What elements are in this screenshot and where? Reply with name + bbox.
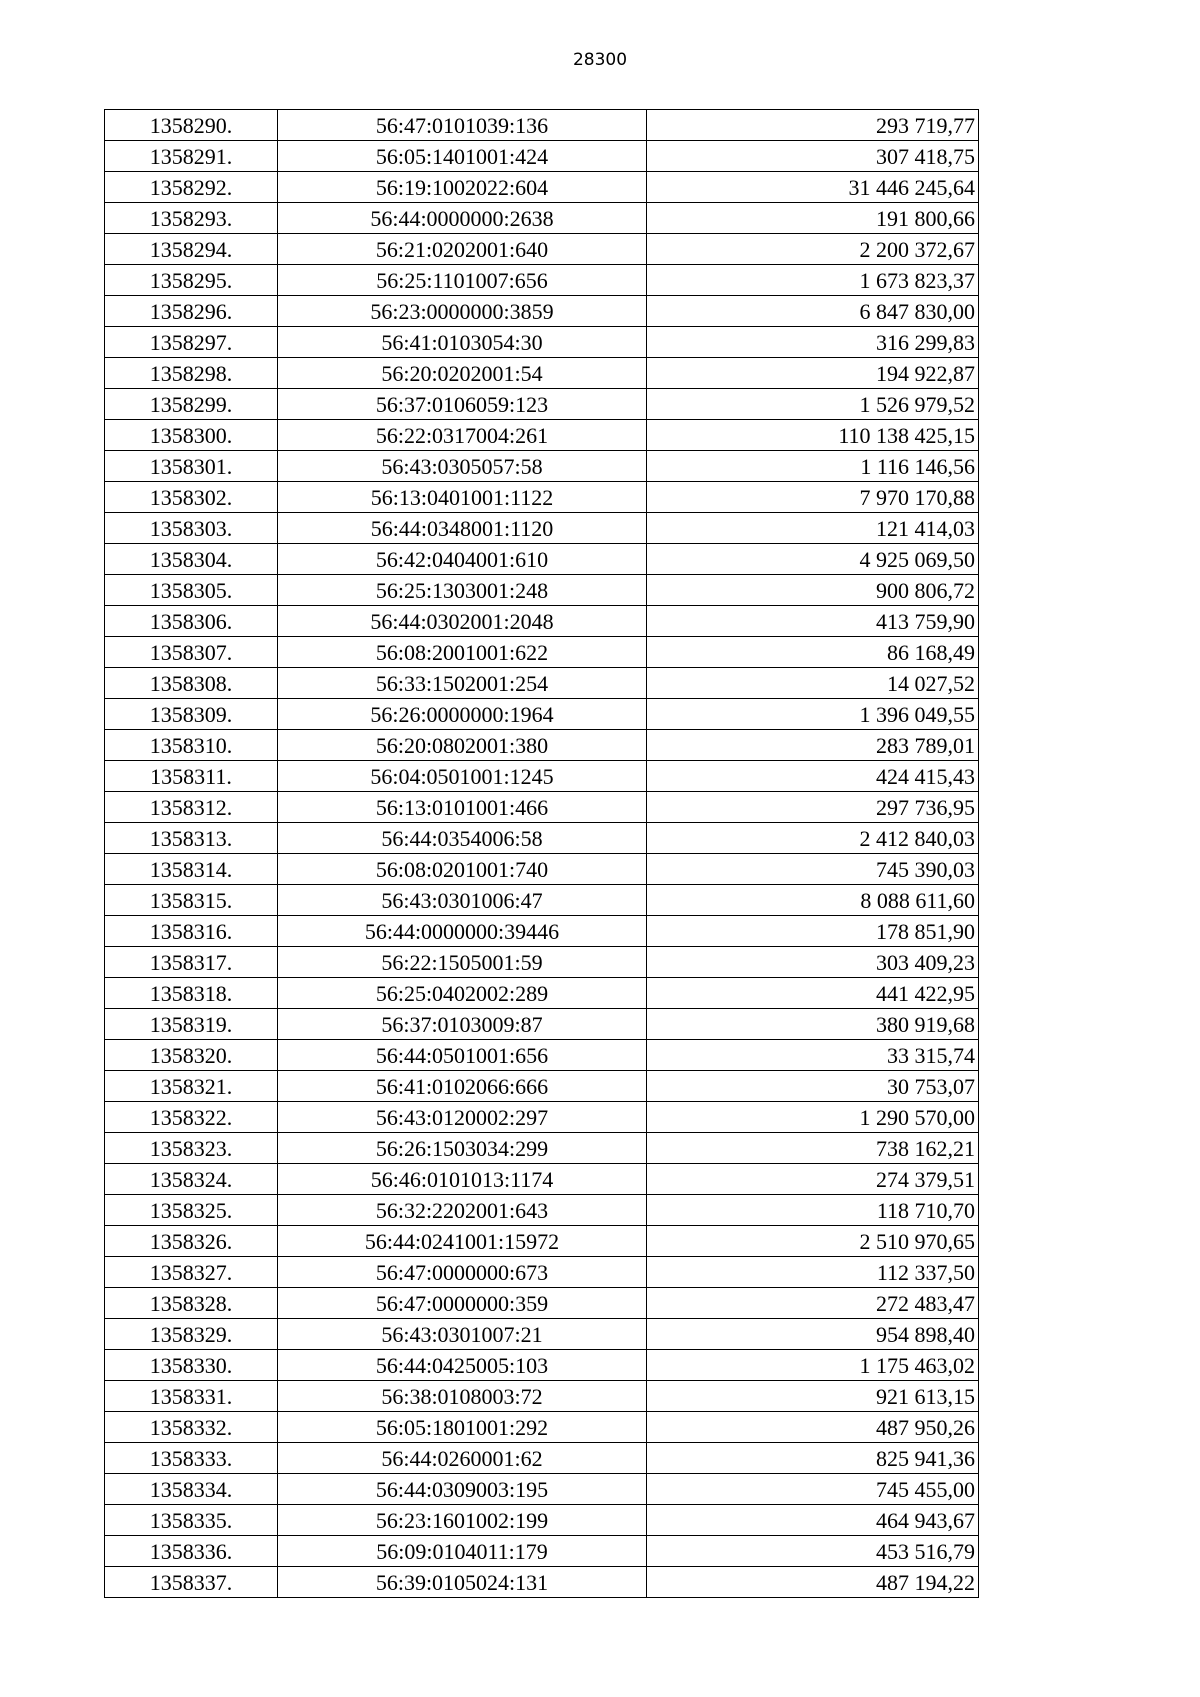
value-cell: 31 446 245,64 (647, 172, 979, 203)
row-number-cell: 1358299. (105, 389, 278, 420)
table-row (105, 1040, 979, 1071)
value-cell: 825 941,36 (647, 1443, 979, 1474)
value-cell: 112 337,50 (647, 1257, 979, 1288)
value-cell: 297 736,95 (647, 792, 979, 823)
table-row (105, 172, 979, 203)
value-cell: 178 851,90 (647, 916, 979, 947)
cadastral-number-cell: 56:41:0103054:30 (278, 327, 647, 358)
cadastral-number-cell: 56:42:0404001:610 (278, 544, 647, 575)
value-cell: 121 414,03 (647, 513, 979, 544)
row-number-cell: 1358317. (105, 947, 278, 978)
row-number-cell: 1358315. (105, 885, 278, 916)
cadastral-number-cell: 56:32:2202001:643 (278, 1195, 647, 1226)
row-number-cell: 1358330. (105, 1350, 278, 1381)
cadastral-number-cell: 56:44:0354006:58 (278, 823, 647, 854)
cadastral-number-cell: 56:44:0425005:103 (278, 1350, 647, 1381)
table-row (105, 606, 979, 637)
registry-table-body (105, 110, 979, 1598)
cadastral-number-cell: 56:05:1801001:292 (278, 1412, 647, 1443)
row-number-cell: 1358336. (105, 1536, 278, 1567)
row-number-cell: 1358304. (105, 544, 278, 575)
table-row (105, 854, 979, 885)
cadastral-number-cell: 56:44:0260001:62 (278, 1443, 647, 1474)
table-row (105, 451, 979, 482)
row-number-cell: 1358326. (105, 1226, 278, 1257)
row-number-cell: 1358320. (105, 1040, 278, 1071)
cadastral-number-cell: 56:20:0202001:54 (278, 358, 647, 389)
row-number-cell: 1358328. (105, 1288, 278, 1319)
value-cell: 14 027,52 (647, 668, 979, 699)
table-row (105, 668, 979, 699)
value-cell: 191 800,66 (647, 203, 979, 234)
value-cell: 900 806,72 (647, 575, 979, 606)
page-number: 28300 (572, 50, 628, 70)
row-number-cell: 1358314. (105, 854, 278, 885)
table-row (105, 761, 979, 792)
row-number-cell: 1358327. (105, 1257, 278, 1288)
value-cell: 7 970 170,88 (647, 482, 979, 513)
row-number-cell: 1358303. (105, 513, 278, 544)
value-cell: 274 379,51 (647, 1164, 979, 1195)
row-number-cell: 1358318. (105, 978, 278, 1009)
cadastral-number-cell: 56:22:0317004:261 (278, 420, 647, 451)
value-cell: 745 455,00 (647, 1474, 979, 1505)
value-cell: 2 412 840,03 (647, 823, 979, 854)
value-cell: 118 710,70 (647, 1195, 979, 1226)
table-row (105, 141, 979, 172)
row-number-cell: 1358292. (105, 172, 278, 203)
table-row (105, 947, 979, 978)
cadastral-number-cell: 56:44:0000000:39446 (278, 916, 647, 947)
table-row (105, 420, 979, 451)
value-cell: 8 088 611,60 (647, 885, 979, 916)
table-row (105, 1195, 979, 1226)
table-row (105, 792, 979, 823)
cadastral-number-cell: 56:23:1601002:199 (278, 1505, 647, 1536)
table-row (105, 1536, 979, 1567)
cadastral-number-cell: 56:05:1401001:424 (278, 141, 647, 172)
cadastral-number-cell: 56:44:0241001:15972 (278, 1226, 647, 1257)
cadastral-number-cell: 56:08:0201001:740 (278, 854, 647, 885)
row-number-cell: 1358312. (105, 792, 278, 823)
cadastral-number-cell: 56:33:1502001:254 (278, 668, 647, 699)
value-cell: 1 116 146,56 (647, 451, 979, 482)
cadastral-number-cell: 56:44:0348001:1120 (278, 513, 647, 544)
value-cell: 424 415,43 (647, 761, 979, 792)
cadastral-number-cell: 56:46:0101013:1174 (278, 1164, 647, 1195)
cadastral-number-cell: 56:39:0105024:131 (278, 1567, 647, 1598)
cadastral-number-cell: 56:37:0103009:87 (278, 1009, 647, 1040)
cadastral-number-cell: 56:43:0301007:21 (278, 1319, 647, 1350)
table-row (105, 1102, 979, 1133)
row-number-cell: 1358295. (105, 265, 278, 296)
table-row (105, 1381, 979, 1412)
table-row (105, 327, 979, 358)
table-row (105, 544, 979, 575)
row-number-cell: 1358297. (105, 327, 278, 358)
table-row (105, 730, 979, 761)
value-cell: 2 510 970,65 (647, 1226, 979, 1257)
row-number-cell: 1358308. (105, 668, 278, 699)
cadastral-number-cell: 56:47:0000000:359 (278, 1288, 647, 1319)
value-cell: 307 418,75 (647, 141, 979, 172)
value-cell: 745 390,03 (647, 854, 979, 885)
table-row (105, 1443, 979, 1474)
cadastral-number-cell: 56:08:2001001:622 (278, 637, 647, 668)
table-row (105, 1505, 979, 1536)
value-cell: 1 526 979,52 (647, 389, 979, 420)
cadastral-number-cell: 56:44:0501001:656 (278, 1040, 647, 1071)
value-cell: 2 200 372,67 (647, 234, 979, 265)
row-number-cell: 1358307. (105, 637, 278, 668)
table-row (105, 699, 979, 730)
table-row (105, 1257, 979, 1288)
cadastral-number-cell: 56:26:0000000:1964 (278, 699, 647, 730)
cadastral-number-cell: 56:23:0000000:3859 (278, 296, 647, 327)
value-cell: 464 943,67 (647, 1505, 979, 1536)
value-cell: 194 922,87 (647, 358, 979, 389)
row-number-cell: 1358300. (105, 420, 278, 451)
cadastral-number-cell: 56:44:0302001:2048 (278, 606, 647, 637)
table-row (105, 1474, 979, 1505)
cadastral-number-cell: 56:25:0402002:289 (278, 978, 647, 1009)
row-number-cell: 1358313. (105, 823, 278, 854)
table-row (105, 203, 979, 234)
table-row (105, 1567, 979, 1598)
value-cell: 110 138 425,15 (647, 420, 979, 451)
row-number-cell: 1358324. (105, 1164, 278, 1195)
row-number-cell: 1358305. (105, 575, 278, 606)
row-number-cell: 1358337. (105, 1567, 278, 1598)
row-number-cell: 1358325. (105, 1195, 278, 1226)
table-row (105, 916, 979, 947)
value-cell: 380 919,68 (647, 1009, 979, 1040)
value-cell: 487 194,22 (647, 1567, 979, 1598)
row-number-cell: 1358290. (105, 110, 278, 141)
cadastral-number-cell: 56:20:0802001:380 (278, 730, 647, 761)
table-row (105, 389, 979, 420)
value-cell: 954 898,40 (647, 1319, 979, 1350)
cadastral-number-cell: 56:41:0102066:666 (278, 1071, 647, 1102)
cadastral-number-cell: 56:04:0501001:1245 (278, 761, 647, 792)
row-number-cell: 1358321. (105, 1071, 278, 1102)
table-row (105, 637, 979, 668)
cadastral-number-cell: 56:09:0104011:179 (278, 1536, 647, 1567)
value-cell: 1 396 049,55 (647, 699, 979, 730)
row-number-cell: 1358334. (105, 1474, 278, 1505)
row-number-cell: 1358316. (105, 916, 278, 947)
row-number-cell: 1358332. (105, 1412, 278, 1443)
table-row (105, 1319, 979, 1350)
row-number-cell: 1358329. (105, 1319, 278, 1350)
row-number-cell: 1358296. (105, 296, 278, 327)
table-row (105, 978, 979, 1009)
registry-table (104, 109, 979, 1598)
row-number-cell: 1358333. (105, 1443, 278, 1474)
value-cell: 921 613,15 (647, 1381, 979, 1412)
cadastral-number-cell: 56:19:1002022:604 (278, 172, 647, 203)
value-cell: 1 175 463,02 (647, 1350, 979, 1381)
table-row (105, 1350, 979, 1381)
row-number-cell: 1358302. (105, 482, 278, 513)
table-row (105, 885, 979, 916)
row-number-cell: 1358335. (105, 1505, 278, 1536)
table-row (105, 513, 979, 544)
cadastral-number-cell: 56:25:1101007:656 (278, 265, 647, 296)
row-number-cell: 1358309. (105, 699, 278, 730)
value-cell: 30 753,07 (647, 1071, 979, 1102)
row-number-cell: 1358294. (105, 234, 278, 265)
row-number-cell: 1358323. (105, 1133, 278, 1164)
value-cell: 1 673 823,37 (647, 265, 979, 296)
cadastral-number-cell: 56:21:0202001:640 (278, 234, 647, 265)
row-number-cell: 1358319. (105, 1009, 278, 1040)
value-cell: 272 483,47 (647, 1288, 979, 1319)
cadastral-number-cell: 56:13:0401001:1122 (278, 482, 647, 513)
cadastral-number-cell: 56:22:1505001:59 (278, 947, 647, 978)
cadastral-number-cell: 56:37:0106059:123 (278, 389, 647, 420)
cadastral-number-cell: 56:47:0101039:136 (278, 110, 647, 141)
row-number-cell: 1358331. (105, 1381, 278, 1412)
table-row (105, 482, 979, 513)
table-row (105, 1164, 979, 1195)
table-row (105, 296, 979, 327)
table-row (105, 358, 979, 389)
table-row (105, 1071, 979, 1102)
table-row (105, 234, 979, 265)
value-cell: 1 290 570,00 (647, 1102, 979, 1133)
row-number-cell: 1358311. (105, 761, 278, 792)
cadastral-number-cell: 56:26:1503034:299 (278, 1133, 647, 1164)
value-cell: 738 162,21 (647, 1133, 979, 1164)
row-number-cell: 1358306. (105, 606, 278, 637)
row-number-cell: 1358310. (105, 730, 278, 761)
value-cell: 487 950,26 (647, 1412, 979, 1443)
table-row (105, 1133, 979, 1164)
row-number-cell: 1358322. (105, 1102, 278, 1133)
value-cell: 33 315,74 (647, 1040, 979, 1071)
cadastral-number-cell: 56:38:0108003:72 (278, 1381, 647, 1412)
value-cell: 303 409,23 (647, 947, 979, 978)
cadastral-number-cell: 56:47:0000000:673 (278, 1257, 647, 1288)
value-cell: 6 847 830,00 (647, 296, 979, 327)
cadastral-number-cell: 56:25:1303001:248 (278, 575, 647, 606)
cadastral-number-cell: 56:44:0000000:2638 (278, 203, 647, 234)
cadastral-number-cell: 56:43:0305057:58 (278, 451, 647, 482)
table-row (105, 575, 979, 606)
table-row (105, 1009, 979, 1040)
table-row (105, 1412, 979, 1443)
value-cell: 316 299,83 (647, 327, 979, 358)
value-cell: 86 168,49 (647, 637, 979, 668)
value-cell: 453 516,79 (647, 1536, 979, 1567)
value-cell: 4 925 069,50 (647, 544, 979, 575)
cadastral-number-cell: 56:43:0120002:297 (278, 1102, 647, 1133)
table-row (105, 110, 979, 141)
row-number-cell: 1358298. (105, 358, 278, 389)
table-row (105, 1226, 979, 1257)
table-row (105, 823, 979, 854)
cadastral-number-cell: 56:13:0101001:466 (278, 792, 647, 823)
value-cell: 283 789,01 (647, 730, 979, 761)
cadastral-number-cell: 56:43:0301006:47 (278, 885, 647, 916)
row-number-cell: 1358301. (105, 451, 278, 482)
table-row (105, 1288, 979, 1319)
value-cell: 293 719,77 (647, 110, 979, 141)
value-cell: 413 759,90 (647, 606, 979, 637)
row-number-cell: 1358291. (105, 141, 278, 172)
table-row (105, 265, 979, 296)
value-cell: 441 422,95 (647, 978, 979, 1009)
row-number-cell: 1358293. (105, 203, 278, 234)
cadastral-number-cell: 56:44:0309003:195 (278, 1474, 647, 1505)
